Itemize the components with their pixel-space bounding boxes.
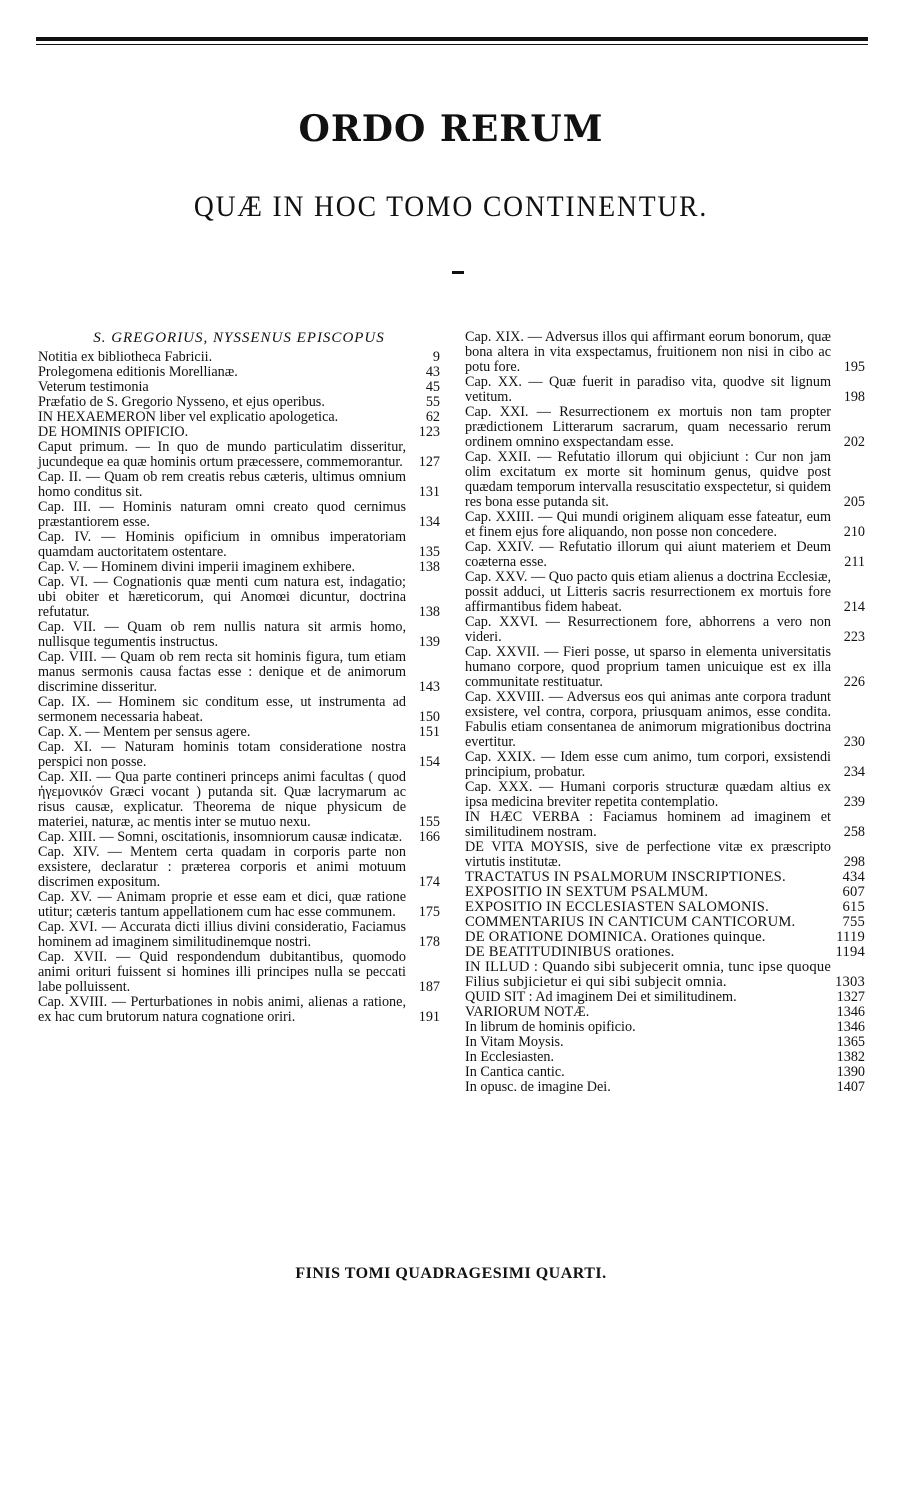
toc-entry bbox=[465, 990, 865, 1005]
toc-entry-text: Cap. XIII. — Somni, oscitationis, insomniorum causæ indicatæ. bbox=[38, 829, 403, 845]
toc-entry-page: 45 bbox=[425, 379, 440, 395]
toc-entry-page: 166 bbox=[418, 829, 440, 845]
toc-entry-page: 62 bbox=[425, 409, 440, 425]
toc-entry-text: VARIORUM NOTÆ. bbox=[465, 1004, 590, 1020]
toc-entry bbox=[38, 350, 440, 365]
toc-entry-page: 198 bbox=[843, 389, 865, 405]
toc-entry bbox=[38, 695, 440, 725]
toc-entry-text: Cap. XIX. — Adversus illos qui affirmant eorum bonorum, quæ bona altera in vita exspectamus, fruitionem non nisi in cibo ac potu fore. bbox=[465, 329, 831, 375]
toc-entry-text: IN HÆC VERBA : Faciamus hominem ad imaginem et similitudinem nostram. bbox=[465, 809, 831, 840]
toc-entry bbox=[465, 645, 865, 690]
toc-entry-text: Cap. VIII. — Quam ob rem recta sit hominis figura, tum etiam manus sermonis causa factas esse : denique et de animorum discrimine disseritur. bbox=[38, 649, 406, 695]
toc-entry bbox=[465, 945, 865, 960]
right-column bbox=[465, 330, 865, 1095]
toc-entry bbox=[38, 365, 440, 380]
toc-entry bbox=[38, 620, 440, 650]
toc-entry bbox=[38, 425, 440, 440]
toc-entry-page: 138 bbox=[418, 559, 440, 575]
toc-entry bbox=[38, 725, 440, 740]
toc-entry bbox=[465, 960, 865, 990]
toc-entry-text: IN HEXAEMERON liber vel explicatio apologetica. bbox=[38, 409, 339, 425]
toc-entry-text: Cap. XXIII. — Qui mundi originem aliquam esse fateatur, eum et finem ejus fore aliquando, non posse non concedere. bbox=[465, 509, 831, 540]
toc-entry bbox=[465, 1020, 865, 1035]
toc-entry-page: 230 bbox=[843, 734, 865, 750]
toc-entry-page: 1390 bbox=[836, 1064, 865, 1080]
toc-entry bbox=[465, 780, 865, 810]
toc-entry-page: 131 bbox=[418, 484, 440, 500]
toc-entry-page: 1382 bbox=[836, 1049, 865, 1065]
toc-entry-page: 155 bbox=[418, 814, 440, 830]
toc-entry-text: EXPOSITIO IN ECCLESIASTEN SALOMONIS. bbox=[465, 899, 769, 915]
toc-entry bbox=[465, 375, 865, 405]
page-subtitle: QUÆ IN HOC TOMO CONTINENTUR. bbox=[193, 190, 709, 223]
toc-entry-text: Cap. XXIX. — Idem esse cum animo, tum corpori, exsistendi principium, probatur. bbox=[465, 749, 831, 780]
toc-entry-text: Cap. XXI. — Resurrectionem ex mortuis non tam propter prædictionem Litterarum sacrarum, quam necessario rerum ordinem omnino exspectandam esse. bbox=[465, 404, 831, 450]
toc-entry-text: Cap. XXIV. — Refutatio illorum qui aiunt materiem et Deum coæterna esse. bbox=[465, 539, 831, 570]
toc-entry-text: TRACTATUS IN PSALMORUM INSCRIPTIONES. bbox=[465, 869, 786, 885]
toc-entry-page: 178 bbox=[418, 934, 440, 950]
toc-entry-page: 298 bbox=[843, 854, 865, 870]
toc-entry-page: 151 bbox=[418, 724, 440, 740]
toc-entry-text: Cap. XXV. — Quo pacto quis etiam alienus a doctrina Ecclesiæ, possit adduci, ut Litteris sacris resurrectionem ex mortuis fore affirmantibus fidem habeat. bbox=[465, 569, 831, 615]
toc-entry bbox=[38, 650, 440, 695]
toc-entry-text: In Ecclesiasten. bbox=[465, 1049, 555, 1065]
toc-entry bbox=[465, 1005, 865, 1020]
toc-entry-page: 123 bbox=[418, 424, 440, 440]
toc-entry-text: Cap. XV. — Animam proprie et esse eam et dici, quæ ratione utitur; cæteris tantum appellationem cum hac esse communem. bbox=[38, 889, 406, 920]
toc-entry bbox=[38, 920, 440, 950]
toc-entry-text: DE ORATIONE DOMINICA. Orationes quinque. bbox=[465, 929, 766, 945]
toc-entry-text: Præfatio de S. Gregorio Nysseno, et ejus operibus. bbox=[38, 394, 325, 410]
toc-entry bbox=[38, 845, 440, 890]
toc-entry-page: 202 bbox=[843, 434, 865, 450]
toc-entry bbox=[465, 690, 865, 750]
toc-entry-page: 211 bbox=[844, 554, 865, 570]
toc-entry-page: 9 bbox=[432, 349, 440, 365]
page-title: ORDO RERUM bbox=[298, 108, 604, 150]
toc-entry-text: Cap. XXVIII. — Adversus eos qui animas ante corpora tradunt exsistere, vel contra, corpora, priusquam animos, esse condita. Fabulis etiam consentanea de animorum migrationibus doctrina evertitur. bbox=[465, 689, 831, 750]
toc-entry-page: 1194 bbox=[835, 944, 865, 960]
toc-entry-page: 1346 bbox=[836, 1019, 865, 1035]
toc-entry bbox=[38, 995, 440, 1025]
toc-entry-text: Cap. XXVI. — Resurrectionem fore, abhorrens a vero non videri. bbox=[465, 614, 831, 645]
toc-entry bbox=[465, 810, 865, 840]
toc-entry bbox=[465, 750, 865, 780]
toc-entry-text: Cap. XII. — Qua parte contineri princeps animi facultas ( quod ἡγεμονικόν Græci vocant ) putanda sit. Quæ lacrymarum ac risus causæ, explicatur. Theorema de nique physicum de materiei, naturæ, ac mentis inter se mutuo nexu. bbox=[38, 769, 406, 830]
toc-entry-page: 187 bbox=[418, 979, 440, 995]
toc-entry-text: Cap. XXX. — Humani corporis structuræ quædam altius ex ipsa medicina breviter repetita contemplatio. bbox=[465, 779, 831, 810]
toc-entry-page: 175 bbox=[418, 904, 440, 920]
toc-entry bbox=[465, 900, 865, 915]
toc-entry-page: 755 bbox=[842, 914, 865, 930]
left-column bbox=[38, 330, 440, 1025]
toc-entry-page: 139 bbox=[418, 634, 440, 650]
toc-entry-text: Cap. VII. — Quam ob rem nullis natura sit armis homo, nullisque tegumentis instructus. bbox=[38, 619, 406, 650]
toc-entry-page: 143 bbox=[418, 679, 440, 695]
toc-entry-text: Cap. III. — Hominis naturam omni creato quod cernimus præstantiorem esse. bbox=[38, 499, 406, 530]
toc-entry-text: Cap. IV. — Hominis opificium in omnibus imperatoriam quamdam auctoritatem ostentare. bbox=[38, 529, 406, 560]
toc-entry-page: 615 bbox=[842, 899, 865, 915]
toc-entry-page: 134 bbox=[418, 514, 440, 530]
toc-entry bbox=[38, 440, 440, 470]
toc-entry-text: EXPOSITIO IN SEXTUM PSALMUM. bbox=[465, 884, 709, 900]
toc-entry-text: Prolegomena editionis Morellianæ. bbox=[38, 364, 238, 380]
toc-entry-text: Cap. XVI. — Accurata dicti illius divini consideratio, Faciamus hominem ad imaginem similitudinemque nostri. bbox=[38, 919, 406, 950]
toc-entry-page: 1119 bbox=[836, 929, 865, 945]
toc-entry-text: In Cantica cantic. bbox=[465, 1064, 565, 1080]
toc-entry-text: Cap. VI. — Cognationis quæ menti cum natura est, indagatio; ubi obiter et hæreticorum, qui Anomœi dicuntur, doctrina refutatur. bbox=[38, 574, 406, 620]
toc-entry bbox=[465, 540, 865, 570]
toc-entry-page: 1303 bbox=[835, 974, 865, 990]
footer-finis: FINIS TOMI QUADRAGESIMI QUARTI. bbox=[295, 1265, 607, 1282]
toc-entry bbox=[38, 575, 440, 620]
toc-entry-text: Notitia ex bibliotheca Fabricii. bbox=[38, 349, 213, 365]
toc-entry bbox=[465, 510, 865, 540]
toc-entry-page: 1327 bbox=[836, 989, 865, 1005]
toc-entry bbox=[38, 380, 440, 395]
toc-entry-page: 234 bbox=[843, 764, 865, 780]
toc-entry bbox=[38, 530, 440, 560]
toc-entry bbox=[38, 830, 440, 845]
toc-entry-text: Cap. XXII. — Refutatio illorum qui objiciunt : Cur non jam olim excitatum ex morte sit hominum genus, quidve post quædam temporum intervalla resuscitatio exspectetur, si quidem res bona esse putanda sit. bbox=[465, 449, 831, 510]
toc-entry-text: DE BEATITUDINIBUS orationes. bbox=[465, 944, 675, 960]
toc-entry bbox=[38, 470, 440, 500]
toc-entry-page: 150 bbox=[418, 709, 440, 725]
toc-entry bbox=[465, 615, 865, 645]
toc-entry-text: DE VITA MOYSIS, sive de perfectione vitæ ex præscripto virtutis institutæ. bbox=[465, 839, 831, 870]
toc-entry bbox=[465, 405, 865, 450]
toc-entry-text: Caput primum. — In quo de mundo particulatim disseritur, jucundeque ea quæ hominis ortum præcessere, commemorantur. bbox=[38, 439, 406, 470]
toc-entry bbox=[38, 410, 440, 425]
toc-entry-page: 239 bbox=[843, 794, 865, 810]
toc-entry-page: 127 bbox=[418, 454, 440, 470]
top-rule-thin bbox=[36, 44, 868, 45]
toc-entry bbox=[465, 1035, 865, 1050]
toc-entry-page: 43 bbox=[425, 364, 440, 380]
toc-entry-page: 214 bbox=[843, 599, 865, 615]
toc-entry bbox=[38, 560, 440, 575]
toc-entry-page: 138 bbox=[418, 604, 440, 620]
toc-entry bbox=[465, 1050, 865, 1065]
toc-entry-text: Cap. XVII. — Quid respondendum dubitantibus, quomodo animi orituri fuissent si homines illi principes nulla se peccati labe polluissent. bbox=[38, 949, 406, 995]
toc-entry-page: 174 bbox=[418, 874, 440, 890]
toc-entry bbox=[465, 870, 865, 885]
toc-entry-text: Cap. XXVII. — Fieri posse, ut sparso in elementa universitatis humano corpore, quod proprium tamen unicuique est ex illa communitate restituatur. bbox=[465, 644, 831, 690]
toc-entry-page: 434 bbox=[842, 869, 865, 885]
toc-entry-page: 258 bbox=[843, 824, 865, 840]
right-entry-list bbox=[465, 330, 865, 1095]
author-heading: S. GREGORIUS, NYSSENUS EPISCOPUS bbox=[93, 330, 385, 346]
toc-entry-text: In Vitam Moysis. bbox=[465, 1034, 564, 1050]
toc-entry bbox=[38, 740, 440, 770]
toc-entry-page: 1346 bbox=[836, 1004, 865, 1020]
toc-entry-page: 55 bbox=[425, 394, 440, 410]
toc-entry bbox=[465, 330, 865, 375]
toc-entry-page: 1365 bbox=[836, 1034, 865, 1050]
toc-entry-text: Veterum testimonia bbox=[38, 379, 149, 395]
toc-entry-text: Cap. XVIII. — Perturbationes in nobis animi, alienas a ratione, ex hac cum brutorum natura cognatione oriri. bbox=[38, 994, 406, 1025]
toc-entry-text: Cap. V. — Hominem divini imperii imaginem exhibere. bbox=[38, 559, 356, 575]
toc-entry-page: 191 bbox=[418, 1009, 440, 1025]
toc-entry-text: Cap. X. — Mentem per sensus agere. bbox=[38, 724, 251, 740]
toc-entry-page: 135 bbox=[418, 544, 440, 560]
toc-entry-text: Cap. XI. — Naturam hominis totam consideratione nostra perspici non posse. bbox=[38, 739, 406, 770]
toc-entry-page: 1407 bbox=[836, 1079, 865, 1095]
toc-entry-text: In librum de hominis opificio. bbox=[465, 1019, 636, 1035]
toc-entry-text: In opusc. de imagine Dei. bbox=[465, 1079, 611, 1095]
toc-entry bbox=[38, 890, 440, 920]
toc-entry bbox=[465, 1065, 865, 1080]
toc-entry bbox=[38, 395, 440, 410]
toc-entry bbox=[465, 450, 865, 510]
toc-entry bbox=[38, 770, 440, 830]
toc-entry-text: DE HOMINIS OPIFICIO. bbox=[38, 424, 189, 440]
toc-entry bbox=[38, 500, 440, 530]
toc-entry bbox=[465, 915, 865, 930]
toc-entry-text: IN ILLUD : Quando sibi subjecerit omnia, tunc ipse quoque Filius subjicietur ei qui sibi subjecit omnia. bbox=[465, 959, 831, 990]
toc-entry bbox=[465, 930, 865, 945]
toc-entry bbox=[38, 950, 440, 995]
toc-entry bbox=[465, 885, 865, 900]
toc-entry bbox=[465, 570, 865, 615]
toc-entry bbox=[465, 840, 865, 870]
toc-entry-text: Cap. XX. — Quæ fuerit in paradiso vita, quodve sit lignum vetitum. bbox=[465, 374, 831, 405]
toc-entry-page: 205 bbox=[843, 494, 865, 510]
toc-entry-text: QUID SIT : Ad imaginem Dei et similitudinem. bbox=[465, 989, 737, 1005]
toc-entry-page: 226 bbox=[843, 674, 865, 690]
toc-entry-page: 223 bbox=[843, 629, 865, 645]
toc-entry-text: Cap. XIV. — Mentem certa quadam in corporis parte non exsistere, declaratur : præterea corporis et animi motuum discrimen expositum. bbox=[38, 844, 406, 890]
toc-entry-page: 154 bbox=[418, 754, 440, 770]
toc-entry-text: Cap. IX. — Hominem sic conditum esse, ut instrumenta ad sermonem necessaria habeat. bbox=[38, 694, 406, 725]
top-rule-thick bbox=[36, 37, 868, 41]
toc-entry-text: COMMENTARIUS IN CANTICUM CANTICORUM. bbox=[465, 914, 796, 930]
toc-entry bbox=[465, 1080, 865, 1095]
left-entry-list bbox=[38, 350, 440, 1025]
toc-entry-page: 210 bbox=[843, 524, 865, 540]
separator-dash bbox=[452, 271, 464, 274]
toc-entry-page: 195 bbox=[843, 359, 865, 375]
toc-entry-page: 607 bbox=[842, 884, 865, 900]
toc-entry-text: Cap. II. — Quam ob rem creatis rebus cæteris, ultimus omnium homo conditus sit. bbox=[38, 469, 406, 500]
